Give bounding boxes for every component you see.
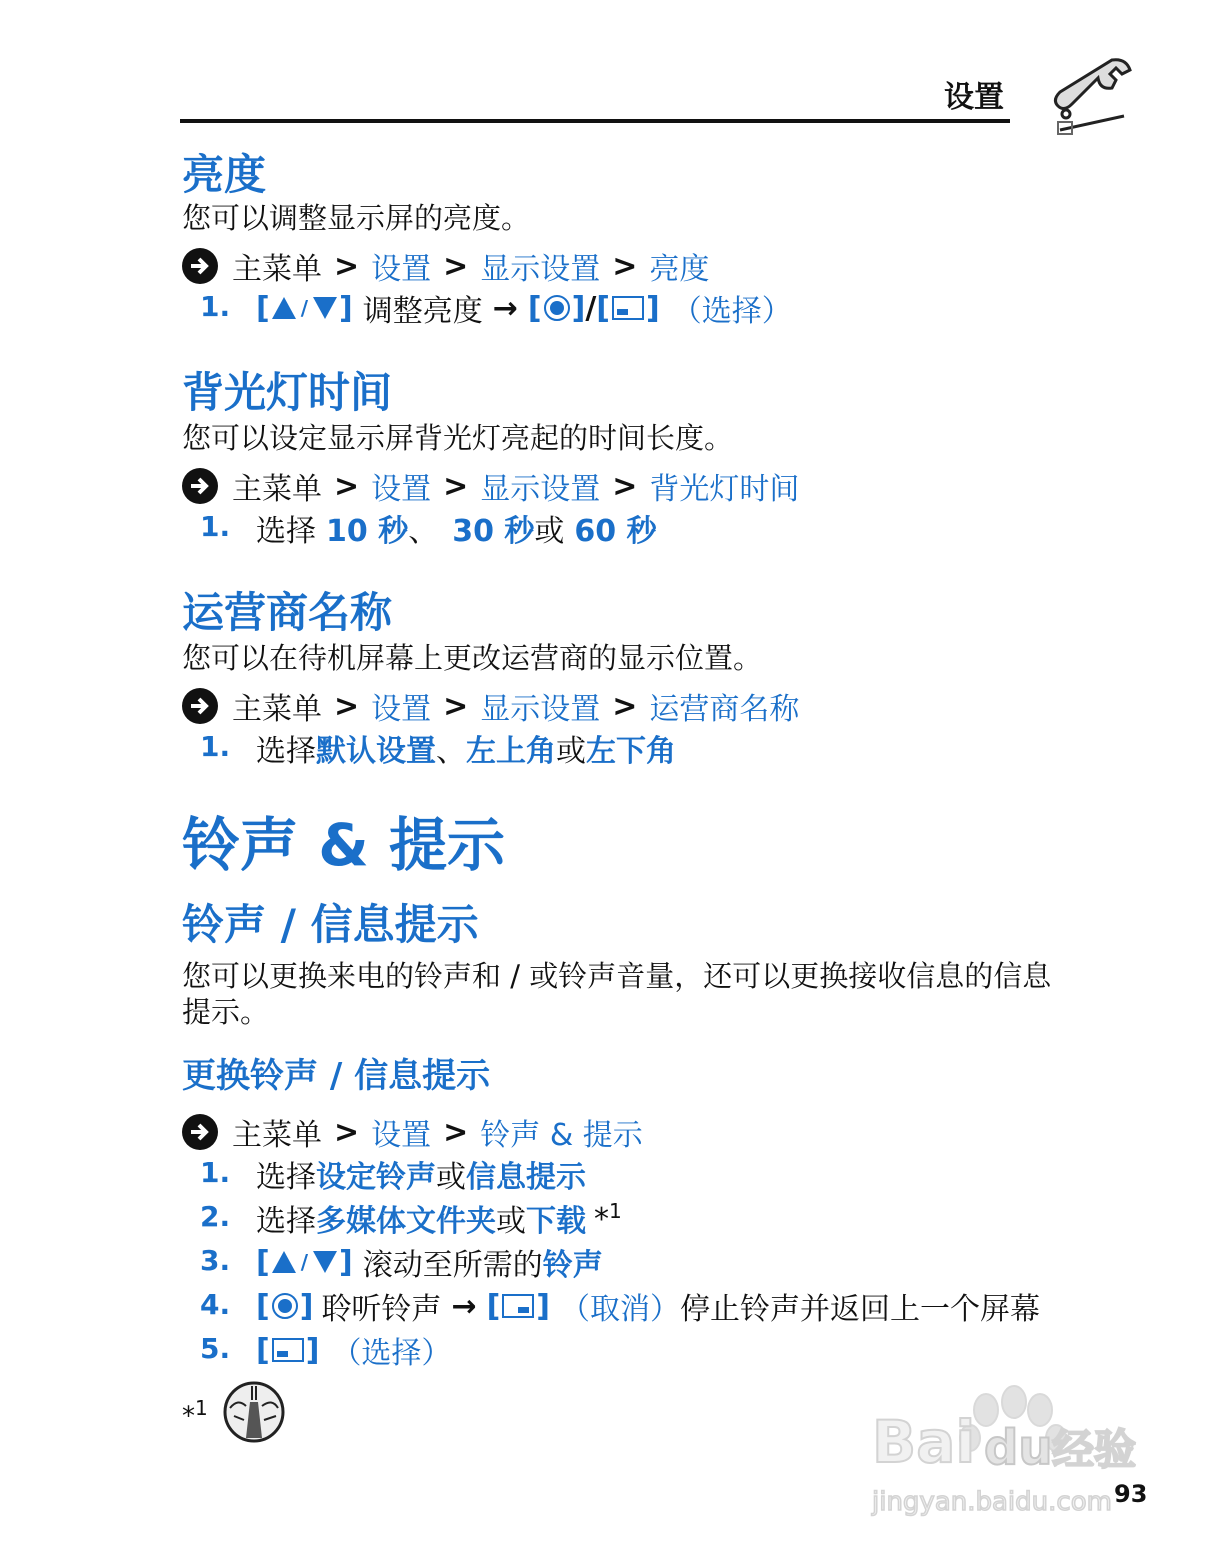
path-item: 设置 — [371, 252, 432, 287]
right-arrow-icon: → — [451, 1288, 477, 1324]
section-title-operator: 运营商名称 — [182, 588, 393, 637]
step-number: 1. — [200, 1156, 231, 1189]
step-body: 选择 多媒体文件夹 或 下载 *$^1$ — [256, 1199, 622, 1239]
wrench-icon — [1052, 52, 1134, 138]
step-number: 4. — [200, 1288, 231, 1321]
path-item: 运营商名称 — [649, 692, 800, 727]
right-arrow-icon: → — [492, 290, 518, 326]
down-arrow-icon — [313, 297, 337, 319]
ok-key: [ ] — [256, 1288, 314, 1324]
subsection-desc-line1: 您可以更换来电的铃声和 / 或铃声音量，还可以更换接收信息的信息 — [182, 959, 1052, 993]
left-softkey: [ ] — [256, 1332, 320, 1368]
left-softkey-icon — [612, 296, 644, 320]
menu-path-arrow-icon — [182, 688, 218, 724]
path-item: 设置 — [371, 472, 432, 507]
menu-path: 主菜单 > 设置 > 显示设置 > 背光灯时间 — [182, 464, 799, 508]
up-arrow-icon — [272, 297, 296, 319]
right-softkey-icon — [502, 1294, 534, 1318]
menu-path: 主菜单 > 设置 > 显示设置 > 运营商名称 — [182, 684, 799, 728]
menu-path-arrow-icon — [182, 468, 218, 504]
step-number: 1. — [200, 730, 231, 763]
section-desc: 您可以在待机屏幕上更改运营商的显示位置。 — [182, 641, 763, 675]
path-item: 设置 — [371, 1118, 432, 1153]
section-title-backlight: 背光灯时间 — [182, 368, 393, 417]
up-arrow-icon — [272, 1251, 296, 1273]
right-softkey: [ ] — [486, 1288, 551, 1324]
header-title: 设置 — [944, 80, 1004, 115]
ok-key: [ ] — [527, 290, 586, 326]
subsection-title: 铃声 / 信息提示 — [182, 900, 479, 949]
up-down-key: [ / ] — [256, 290, 353, 326]
step-body: [ ] （选择） — [256, 1332, 452, 1371]
footnote-mark: *$^1$ — [182, 1396, 208, 1432]
watermark-url: jingyan.baidu.com — [872, 1487, 1112, 1517]
subsection-desc-line2: 提示。 — [182, 995, 270, 1029]
step-body: 选择 默认设置 、 左上角 或 左下角 — [256, 734, 676, 769]
page-number: 93 — [1114, 1480, 1148, 1508]
menu-path: 主菜单 > 设置 > 铃声 & 提示 — [182, 1110, 643, 1154]
section-title-brightness: 亮度 — [182, 150, 267, 199]
path-item: 设置 — [371, 692, 432, 727]
watermark-suffix: 经验 — [1052, 1425, 1137, 1474]
down-arrow-icon — [313, 1251, 337, 1273]
step-body: [ / ] 滚动至所需的 铃声 — [256, 1244, 603, 1283]
menu-path-arrow-icon — [182, 1114, 218, 1150]
step-number: 1. — [200, 290, 231, 323]
step-body: 选择 10 秒 、 30 秒 或 60 秒 — [256, 514, 657, 549]
step-number: 5. — [200, 1332, 231, 1365]
path-item: 显示设置 — [480, 472, 601, 507]
path-root: 主菜单 — [232, 252, 322, 287]
step-body: [ ] 聆听铃声 → [ ] （取消） 停止铃声并返回上一个屏幕 — [256, 1288, 1041, 1327]
path-item: 显示设置 — [480, 252, 601, 287]
chapter-title: 铃声 & 提示 — [182, 811, 505, 879]
step-number: 3. — [200, 1244, 231, 1277]
step-body: 选择 设定铃声 或 信息提示 — [256, 1160, 586, 1195]
path-item: 背光灯时间 — [649, 472, 800, 507]
path-item: 显示设置 — [480, 692, 601, 727]
section-desc: 您可以设定显示屏背光灯亮起的时间长度。 — [182, 421, 734, 455]
download-icon — [222, 1380, 286, 1444]
header-rule — [180, 119, 1010, 123]
step-body: [ / ] 调整亮度 → [ ] / [ ] （选择） — [256, 290, 792, 329]
menu-path-arrow-icon — [182, 248, 218, 284]
left-softkey-icon — [272, 1338, 304, 1362]
left-softkey: [ ] — [596, 290, 660, 326]
ok-key-icon — [272, 1293, 298, 1319]
step-number: 1. — [200, 510, 231, 543]
step-number: 2. — [200, 1200, 231, 1233]
ok-key-icon — [544, 295, 570, 321]
baidu-watermark — [866, 1380, 1156, 1540]
watermark-brand2: du — [984, 1420, 1053, 1476]
procedure-title: 更换铃声 / 信息提示 — [182, 1056, 491, 1096]
section-desc: 您可以调整显示屏的亮度。 — [182, 201, 531, 235]
menu-path: 主菜单 > 设置 > 显示设置 > 亮度 — [182, 244, 709, 288]
footnote-ref: *$^1$ — [594, 1199, 622, 1237]
path-item: 亮度 — [649, 252, 710, 287]
watermark-brand: Bai — [872, 1408, 976, 1476]
path-item: 铃声 & 提示 — [480, 1118, 643, 1153]
up-down-key: [ / ] — [256, 1244, 353, 1280]
